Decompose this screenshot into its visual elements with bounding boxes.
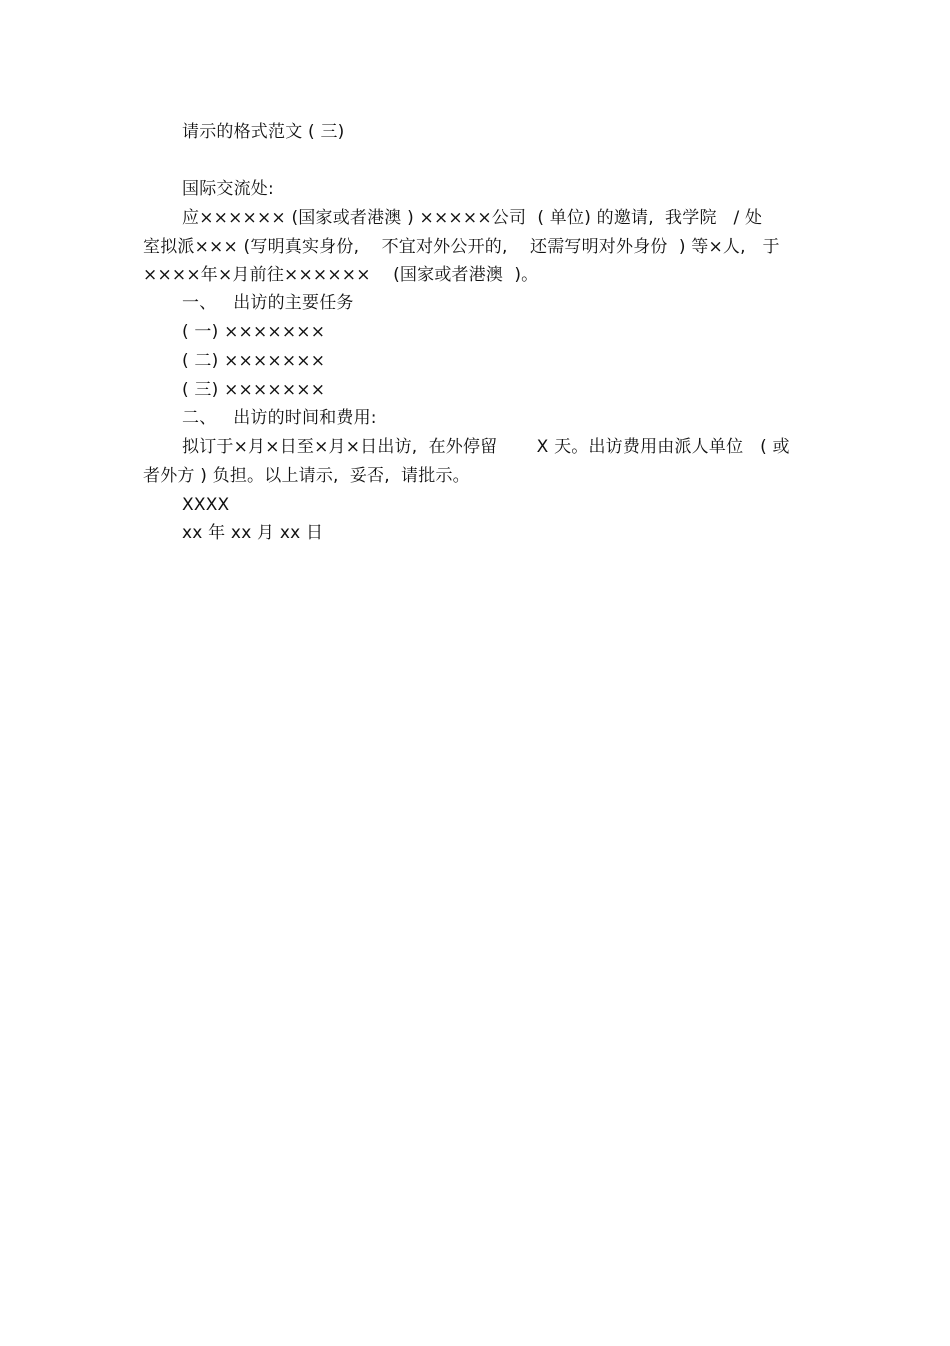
addressee: 国际交流处:	[182, 179, 274, 199]
paragraph-1-line-3: ××××年×月前往×××××× (国家或者港澳 )。	[143, 265, 539, 285]
paragraph-1-line-1: 应×××××× (国家或者港澳 ) ×××××公司 ( 单位) 的邀请, 我学院 / 处	[182, 208, 763, 228]
section-1-item: ( 一) ×××××××	[182, 322, 326, 342]
section-1-heading: 一、 出访的主要任务	[182, 293, 354, 313]
paragraph-1-line-2: 室拟派××× (写明真实身份, 不宜对外公开的, 还需写明对外身份 ) 等×人, 于	[143, 237, 780, 257]
paragraph-2-line-2: 者外方 ) 负担。以上请示, 妥否, 请批示。	[143, 466, 470, 486]
paragraph-2-line-1: 拟订于×月×日至×月×日出访, 在外停留 X 天。出访费用由派人单位 ( 或	[182, 437, 790, 457]
section-2-heading: 二、 出访的时间和费用:	[182, 408, 377, 428]
section-1-item: ( 二) ×××××××	[182, 351, 326, 371]
document-date: xx 年 xx 月 xx 日	[182, 523, 324, 543]
signature: XXXX	[182, 495, 230, 515]
document-title: 请示的格式范文 ( 三)	[182, 122, 345, 142]
section-1-item: ( 三) ×××××××	[182, 380, 326, 400]
